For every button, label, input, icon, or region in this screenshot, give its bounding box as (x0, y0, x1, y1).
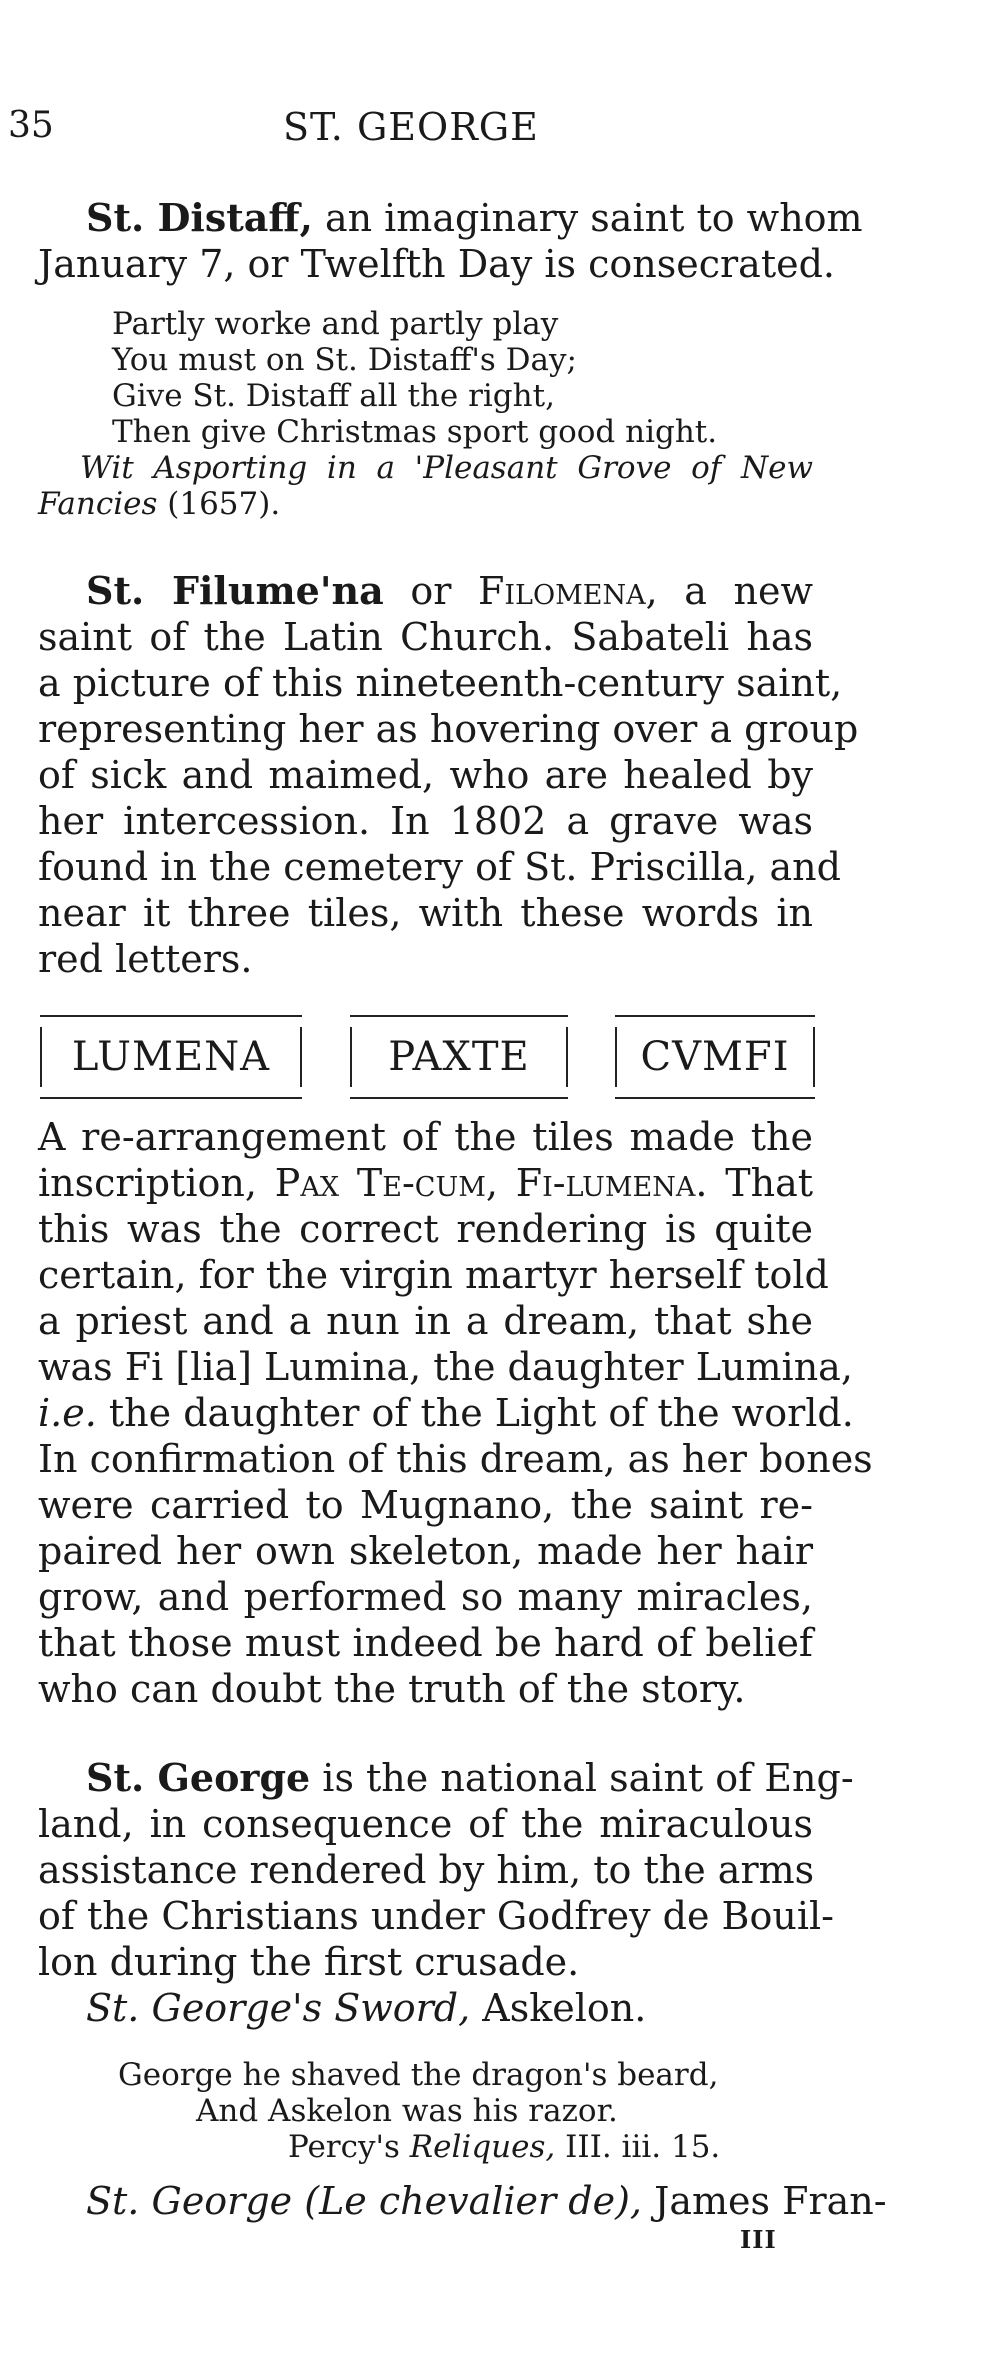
entry-text: that those must indeed be hard of belief (38, 1621, 813, 1665)
running-head: ST. GEORGE (283, 105, 539, 149)
entry-text: grow, and performed so many miracles, (38, 1575, 813, 1619)
citation-title: Fancies (38, 486, 158, 522)
tile-inscription: CVMFI (615, 1015, 815, 1099)
entry-st-george-chevalier: St. George (Le chevalier de), James Fran- (86, 2179, 887, 2223)
entry-text: of the Christians under Godfrey de Bouil- (38, 1894, 834, 1938)
page-number: 35 (8, 105, 54, 146)
entry-text: saint of the Latin Church. Sabateli has (38, 615, 813, 659)
entry-italic: St. George's Sword, (86, 1986, 471, 2030)
entry-text: were carried to Mugnano, the saint re- (38, 1483, 813, 1527)
entry-text: red letters. (38, 937, 253, 981)
entry-italic: i.e. (38, 1391, 97, 1435)
verse-line: You must on St. Distaff's Day; (112, 342, 577, 378)
signature-mark: III (740, 2225, 777, 2254)
entry-text: land, in consequence of the miraculous (38, 1802, 813, 1846)
entry-text: certain, for the virgin martyr herself told (38, 1253, 829, 1297)
entry-headword: St. Filume'na (86, 568, 384, 613)
verse-quotation (118, 2057, 720, 2165)
entry-text: lon during the first crusade. (38, 1940, 580, 1984)
entry-text: assistance rendered by him, to the arms (38, 1848, 815, 1892)
entry-italic: St. George (Le chevalier de), (86, 2179, 642, 2223)
entry-text: near it three tiles, with these words in (38, 891, 813, 935)
entry-text: of sick and maimed, who are healed by (38, 753, 813, 797)
entry-text: a picture of this nineteenth-century saint, (38, 661, 843, 705)
tile-inscription: LUMENA (40, 1015, 302, 1099)
entry-st-filumena-continued: A re-arrangement of the tiles made the inscription, Pax Te-cum, Fi-lumena. That this was the correct rendering is quite certain, for the virgin martyr herself told a priest and a nun in a dream, that she was Fi [lia] Lumina, the daughter Lumina, i.e. the daughter of the Light of the world. In confirmation of this dream, as her bones were carried to Mugnano, the saint re- paired her own skeleton, made her hair grow, and performed so many miracles, that those must indeed be hard of belief who can doubt the truth of the story. (38, 1115, 873, 1711)
verse-line: Give St. Distaff all the right, (112, 378, 555, 414)
entry-text: In confirmation of this dream, as her bones (38, 1437, 873, 1481)
entry-headword: St. George (86, 1755, 311, 1800)
entry-smallcaps: Pax Te-cum, Fi-lumena. (274, 1161, 708, 1205)
verse-line: Partly worke and partly play (112, 306, 559, 342)
entry-st-filumena: St. Filume'na or Filomena, a new saint of the Latin Church. Sabateli has a picture of this nineteenth-century saint, representing her as hovering over a group of sick and maimed, who are healed by her intercession. In 1802 a grave was found in the cemetery of St. Priscilla, and near it three tiles, with these words in red letters. (38, 568, 859, 981)
entry-st-george: St. George is the national saint of Eng- land, in consequence of the miraculous assistance rendered by him, to the arms of the Christians under Godfrey de Bouil- lon during the first crusade. St. George's Sword, Askelon. (38, 1755, 854, 2030)
verse-citation (38, 450, 813, 522)
entry-text: who can doubt the truth of the story. (38, 1667, 746, 1711)
entry-text: an imaginary saint to whom (324, 196, 863, 240)
tile-inscription: PAXTE (350, 1015, 568, 1099)
verse-citation: Percy's Reliques, III. iii. 15. (288, 2129, 721, 2165)
entry-headword: St. Distaff, (86, 195, 313, 240)
entry-text: this was the correct rendering is quite (38, 1207, 813, 1251)
verse-line: And Askelon was his razor. (196, 2093, 618, 2129)
entry-text: is the national saint of Eng- (322, 1756, 854, 1800)
entry-smallcaps: Filomena (478, 569, 646, 613)
verse-quotation (112, 306, 717, 450)
entry-text: a priest and a nun in a dream, that she (38, 1299, 813, 1343)
entry-text: her intercession. In 1802 a grave was (38, 799, 813, 843)
entry-text: January 7, or Twelfth Day is consecrated. (38, 242, 835, 286)
citation-line: Wit Asporting in a 'Pleasant Grove of New (80, 450, 813, 486)
entry-text: representing her as hovering over a group (38, 707, 859, 751)
citation-year: (1657). (167, 486, 281, 522)
verse-line: Then give Christmas sport good night. (112, 414, 718, 450)
entry-text: found in the cemetery of St. Priscilla, and (38, 845, 841, 889)
entry-text: paired her own skeleton, made her hair (38, 1529, 813, 1573)
entry-text: or (410, 569, 452, 613)
entry-text: was Fi [lia] Lumina, the daughter Lumina, (38, 1345, 853, 1389)
verse-line: George he shaved the dragon's beard, (118, 2057, 719, 2093)
entry-st-distaff (38, 195, 863, 287)
entry-text: A re-arrangement of the tiles made the (38, 1115, 813, 1159)
